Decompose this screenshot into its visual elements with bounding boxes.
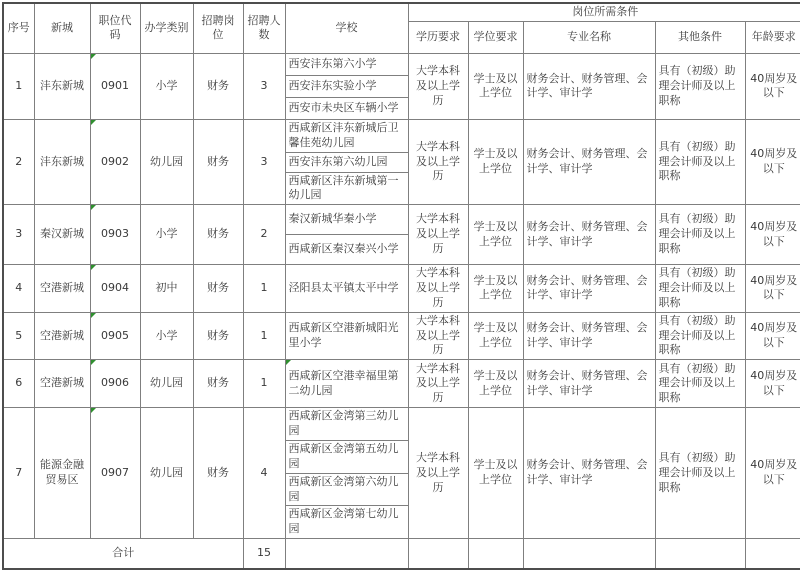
cell-count: 1: [243, 360, 285, 408]
cell-school: 西咸新区金湾第三幼儿园: [285, 408, 408, 441]
empty-cell: [408, 539, 468, 569]
cell-count: 3: [243, 53, 285, 119]
cell-code: [90, 119, 140, 204]
cell-school: 西咸新区金湾第六幼儿园: [285, 473, 408, 506]
cell-major: 财务会计、财务管理、会计学、审计学: [523, 360, 655, 408]
cell-category: 幼儿园: [140, 408, 193, 539]
cell-district: 秦汉新城: [34, 205, 90, 265]
cell-code: [90, 265, 140, 313]
cell-code-text: 0906: [101, 376, 129, 390]
cell-school: 西咸新区金湾第七幼儿园: [285, 506, 408, 539]
table-row: [3, 312, 800, 360]
cell-position: 财务: [193, 312, 243, 360]
excel-flag-icon: [91, 360, 96, 365]
cell-code-text: 0905: [101, 328, 129, 342]
empty-cell: [655, 539, 745, 569]
empty-cell: [285, 539, 408, 569]
cell-no: 1: [3, 53, 34, 119]
excel-flag-icon: [91, 205, 96, 210]
col-header-count: 招聘人数: [243, 3, 285, 53]
col-header-degree: 学位要求: [468, 21, 523, 53]
cell-category: 小学: [140, 205, 193, 265]
col-header-position: 招聘岗位: [193, 3, 243, 53]
cell-school: 西咸新区空港新城阳光里小学: [285, 312, 408, 360]
cell-degree: 学士及以上学位: [468, 265, 523, 313]
cell-school-text: 西咸新区空港幸福里第二幼儿园: [288, 368, 399, 397]
col-header-age: 年龄要求: [745, 21, 800, 53]
cell-code: [90, 408, 140, 539]
cell-other: 具有（初级）助理会计师及以上职称: [655, 205, 745, 265]
excel-flag-icon: [286, 360, 291, 365]
cell-degree: 学士及以上学位: [468, 53, 523, 119]
col-header-category: 办学类别: [140, 3, 193, 53]
cell-degree: 学士及以上学位: [468, 312, 523, 360]
cell-age: 40周岁及以下: [745, 312, 800, 360]
cell-district: 空港新城: [34, 312, 90, 360]
cell-school: 西咸新区金湾第五幼儿园: [285, 440, 408, 473]
empty-cell: [468, 539, 523, 569]
table-row: [3, 53, 800, 75]
cell-major: 财务会计、财务管理、会计学、审计学: [523, 205, 655, 265]
cell-count: 1: [243, 265, 285, 313]
table-row: [3, 119, 800, 152]
total-label: 合计: [3, 539, 243, 569]
cell-education: 大学本科及以上学历: [408, 265, 468, 313]
cell-age: 40周岁及以下: [745, 53, 800, 119]
total-count: 15: [243, 539, 285, 569]
excel-flag-icon: [91, 265, 96, 270]
header-row-1: [3, 3, 800, 21]
cell-code-text: 0901: [101, 78, 129, 92]
cell-other: 具有（初级）助理会计师及以上职称: [655, 360, 745, 408]
cell-age: 40周岁及以下: [745, 205, 800, 265]
total-row: [3, 539, 800, 569]
cell-code: [90, 312, 140, 360]
table-row: [3, 265, 800, 313]
cell-school: 西咸新区沣东新城第一幼儿园: [285, 172, 408, 205]
cell-count: 2: [243, 205, 285, 265]
cell-school: 西安市未央区车辆小学: [285, 97, 408, 119]
cell-major: 财务会计、财务管理、会计学、审计学: [523, 408, 655, 539]
col-header-education: 学历要求: [408, 21, 468, 53]
cell-major: 财务会计、财务管理、会计学、审计学: [523, 119, 655, 204]
excel-flag-icon: [91, 120, 96, 125]
cell-degree: 学士及以上学位: [468, 408, 523, 539]
cell-position: 财务: [193, 360, 243, 408]
cell-major: 财务会计、财务管理、会计学、审计学: [523, 312, 655, 360]
cell-count: 1: [243, 312, 285, 360]
cell-district: 沣东新城: [34, 119, 90, 204]
col-header-major: 专业名称: [523, 21, 655, 53]
cell-major: 财务会计、财务管理、会计学、审计学: [523, 265, 655, 313]
cell-count: 4: [243, 408, 285, 539]
cell-no: 5: [3, 312, 34, 360]
cell-category: 小学: [140, 53, 193, 119]
cell-code: [90, 360, 140, 408]
table-row: [3, 408, 800, 441]
empty-cell: [523, 539, 655, 569]
cell-category: 幼儿园: [140, 119, 193, 204]
table-row: [3, 360, 800, 408]
cell-position: 财务: [193, 408, 243, 539]
cell-school: 西安沣东实验小学: [285, 75, 408, 97]
col-header-other: 其他条件: [655, 21, 745, 53]
cell-category: 初中: [140, 265, 193, 313]
cell-code: [90, 205, 140, 265]
cell-age: 40周岁及以下: [745, 119, 800, 204]
cell-other: 具有（初级）助理会计师及以上职称: [655, 312, 745, 360]
cell-position: 财务: [193, 265, 243, 313]
cell-other: 具有（初级）助理会计师及以上职称: [655, 265, 745, 313]
cell-school: 西咸新区秦汉秦兴小学: [285, 235, 408, 265]
cell-district: 能源金融贸易区: [34, 408, 90, 539]
col-header-conditions-group: 岗位所需条件: [408, 3, 800, 21]
recruitment-table: [2, 2, 800, 570]
cell-age: 40周岁及以下: [745, 360, 800, 408]
cell-district: 空港新城: [34, 360, 90, 408]
col-header-no: 序号: [3, 3, 34, 53]
cell-code-text: 0902: [101, 154, 129, 168]
cell-education: 大学本科及以上学历: [408, 312, 468, 360]
cell-code-text: 0903: [101, 227, 129, 241]
cell-other: 具有（初级）助理会计师及以上职称: [655, 408, 745, 539]
cell-other: 具有（初级）助理会计师及以上职称: [655, 53, 745, 119]
cell-school: 西安沣东第六小学: [285, 53, 408, 75]
cell-category: 小学: [140, 312, 193, 360]
excel-flag-icon: [91, 54, 96, 59]
cell-code-text: 0907: [101, 465, 129, 479]
cell-education: 大学本科及以上学历: [408, 408, 468, 539]
cell-school: 西咸新区沣东新城后卫馨佳苑幼儿园: [285, 119, 408, 152]
cell-major: 财务会计、财务管理、会计学、审计学: [523, 53, 655, 119]
cell-no: 7: [3, 408, 34, 539]
cell-age: 40周岁及以下: [745, 265, 800, 313]
cell-code-text: 0904: [101, 281, 129, 295]
cell-count: 3: [243, 119, 285, 204]
cell-district: 空港新城: [34, 265, 90, 313]
cell-code: [90, 53, 140, 119]
cell-education: 大学本科及以上学历: [408, 360, 468, 408]
col-header-district: 新城: [34, 3, 90, 53]
cell-no: 4: [3, 265, 34, 313]
cell-category: 幼儿园: [140, 360, 193, 408]
cell-education: 大学本科及以上学历: [408, 119, 468, 204]
cell-education: 大学本科及以上学历: [408, 53, 468, 119]
cell-degree: 学士及以上学位: [468, 119, 523, 204]
cell-position: 财务: [193, 53, 243, 119]
cell-position: 财务: [193, 119, 243, 204]
cell-no: 6: [3, 360, 34, 408]
cell-position: 财务: [193, 205, 243, 265]
cell-degree: 学士及以上学位: [468, 360, 523, 408]
cell-age: 40周岁及以下: [745, 408, 800, 539]
cell-no: 3: [3, 205, 34, 265]
cell-school: 西安沣东第六幼儿园: [285, 152, 408, 172]
table-row: [3, 205, 800, 235]
cell-school: 泾阳县太平镇太平中学: [285, 265, 408, 313]
cell-other: 具有（初级）助理会计师及以上职称: [655, 119, 745, 204]
cell-school: [285, 360, 408, 408]
cell-school: 秦汉新城华秦小学: [285, 205, 408, 235]
cell-education: 大学本科及以上学历: [408, 205, 468, 265]
cell-degree: 学士及以上学位: [468, 205, 523, 265]
empty-cell: [745, 539, 800, 569]
cell-no: 2: [3, 119, 34, 204]
cell-district: 沣东新城: [34, 53, 90, 119]
col-header-code: 职位代码: [90, 3, 140, 53]
excel-flag-icon: [91, 408, 96, 413]
col-header-school: 学校: [285, 3, 408, 53]
excel-flag-icon: [91, 313, 96, 318]
